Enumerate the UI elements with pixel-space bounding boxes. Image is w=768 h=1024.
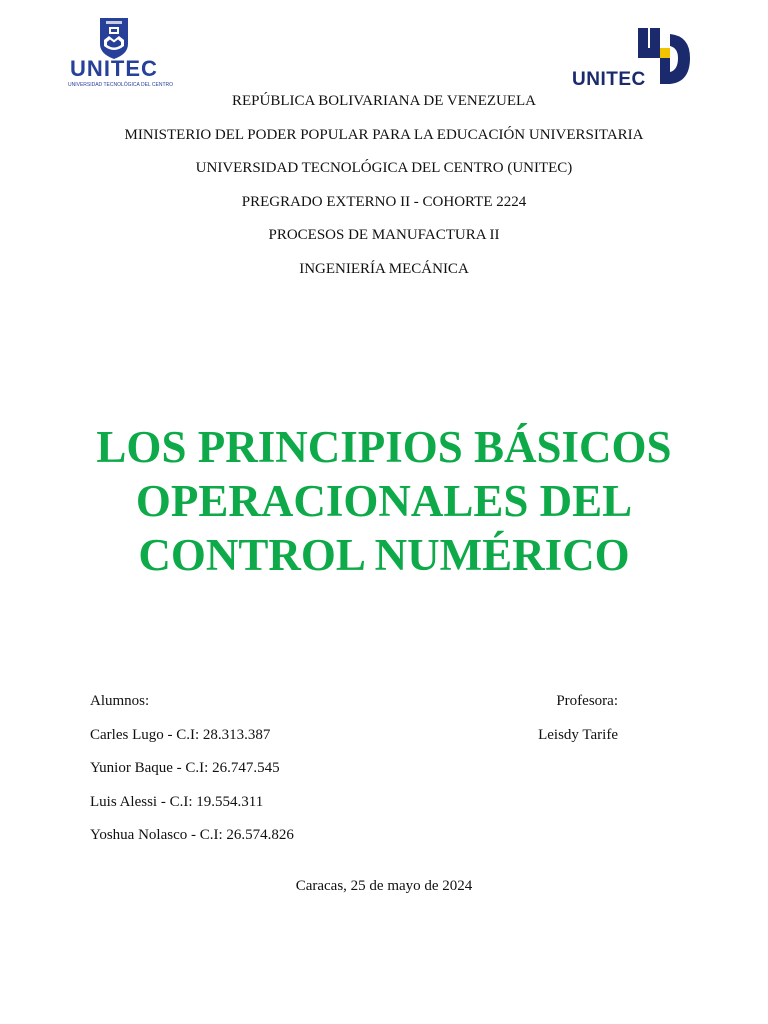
students-label: Alumnos:	[90, 693, 150, 709]
document-title	[60, 420, 708, 582]
unitec-shield-icon	[68, 18, 160, 60]
header-line-career: INGENIERÍA MECÁNICA	[299, 260, 469, 277]
unitec-40-years-icon	[632, 26, 694, 88]
unitec-wordmark-left: UNITEC	[70, 56, 158, 81]
institution-header	[0, 92, 768, 294]
header-line-course: PROCESOS DE MANUFACTURA II	[268, 227, 500, 244]
unitec-logo-right	[568, 26, 698, 90]
header-line-republic: REPÚBLICA BOLIVARIANA DE VENEZUELA	[231, 93, 537, 109]
title-line-3: CONTROL NUMÉRICO	[138, 530, 630, 580]
student-name: Yunior Baque - C.I: 26.747.545	[90, 760, 280, 776]
header-line-university: UNIVERSIDAD TECNOLÓGICA DEL CENTRO (UNITEC)	[195, 160, 573, 177]
unitec-wordmark-right: UNITEC	[572, 69, 646, 90]
professor-label: Profesora:	[556, 693, 618, 709]
unitec-logo-left	[68, 18, 174, 90]
student-name: Luis Alessi - C.I: 19.554.311	[90, 793, 264, 810]
header-line-program: PREGRADO EXTERNO II - COHORTE 2224	[241, 193, 527, 210]
professor-block	[500, 692, 618, 759]
student-name: Carles Lugo - C.I: 28.313.387	[90, 726, 271, 743]
place-date: Caracas, 25 de mayo de 2024	[295, 878, 473, 894]
title-line-2: OPERACIONALES DEL	[135, 476, 633, 526]
professor-name: Leisdy Tarife	[538, 726, 618, 743]
student-name: Yoshua Nolasco - C.I: 26.574.826	[90, 827, 294, 843]
students-block	[90, 692, 410, 860]
title-line-1: LOS PRINCIPIOS BÁSICOS	[96, 422, 672, 472]
header-line-ministry: MINISTERIO DEL PODER POPULAR PARA LA EDUCACIÓN UNIVERSITARIA	[124, 126, 644, 143]
unitec-subtitle-left: UNIVERSIDAD TECNOLÓGICA DEL CENTRO	[68, 82, 174, 88]
